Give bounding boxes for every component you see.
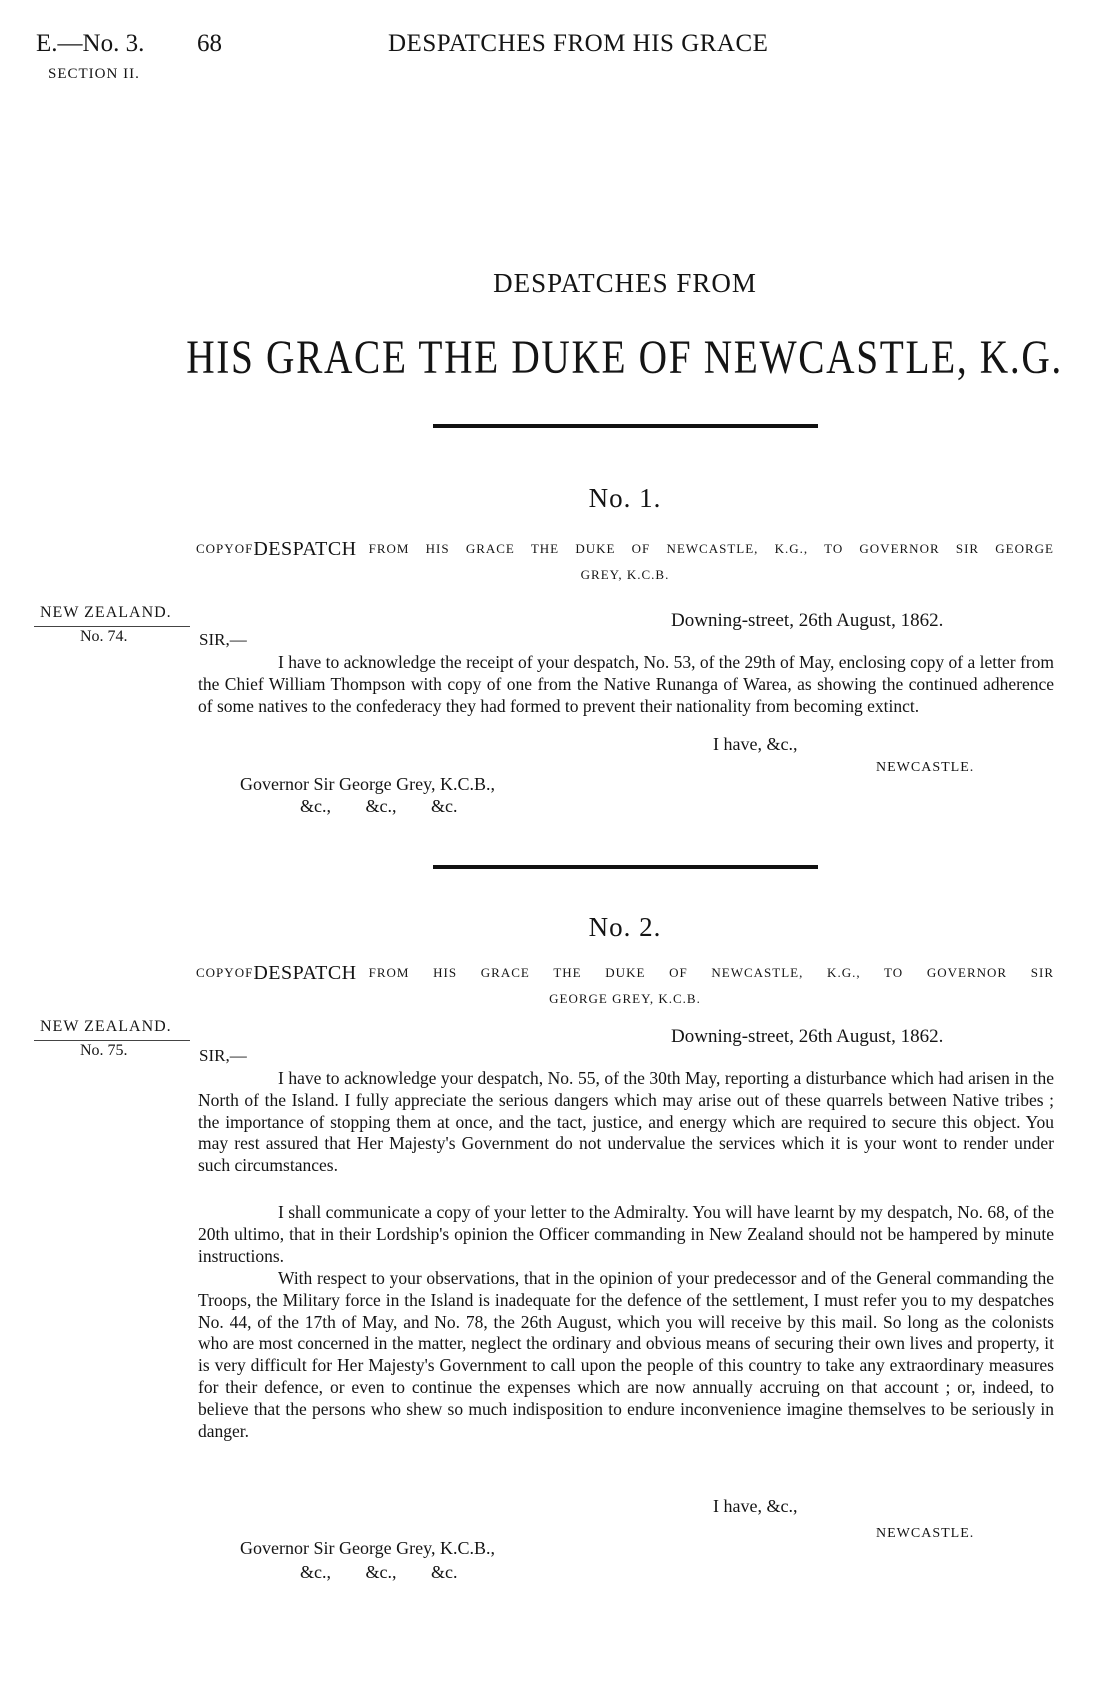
caption-copy: COPY: [196, 541, 235, 556]
running-title: DESPATCHES FROM HIS GRACE: [388, 30, 769, 57]
despatch-1-caption: [196, 536, 1054, 588]
caption-rest: FROM HIS GRACE THE DUKE OF NEWCASTLE, K.G., TO GOVERNOR SIR: [368, 965, 1054, 980]
despatch-1-margin-place: NEW ZEALAND.: [40, 604, 172, 621]
despatch-2-margin-place: NEW ZEALAND.: [40, 1018, 172, 1035]
despatch-2-margin-number: No. 75.: [80, 1042, 128, 1059]
despatch-2-salutation: SIR,—: [199, 1046, 247, 1065]
despatch-2-etc: &c., &c., &c.: [300, 1562, 458, 1582]
despatch-2-date: Downing-street, 26th August, 1862.: [671, 1026, 944, 1047]
despatch-2-closing: I have, &c.,: [713, 1496, 798, 1516]
despatch-1-date: Downing-street, 26th August, 1862.: [671, 610, 944, 631]
margin-rule: [34, 626, 190, 627]
despatch-2-number: No. 2.: [588, 912, 662, 942]
despatch-2-caption: [196, 960, 1054, 1012]
caption-copy: COPY: [196, 965, 235, 980]
document-title-line1: DESPATCHES FROM: [493, 268, 757, 298]
despatch-2-paragraph-2: I shall communicate a copy of your letter to the Admiralty. You will have learnt by my despatch, No. 68, of the 20th ultimo, that in their Lordship's opinion the Officer commanding in New Zealand should not be hampered by minute instructions.: [198, 1202, 1054, 1266]
despatch-2-paragraph-1: I have to acknowledge your despatch, No. 55, of the 30th May, reporting a disturbance which had arisen in the North of the Island. I fully appreciate the serious dangers which may arise out of these quarrels between Native tribes ; the importance of stopping them at once, and the tact, justice, and energy which are required to secure this object. You may rest assured that Her Majesty's Government do not undervalue the services which it is your wont to render under such circumstances.: [198, 1068, 1054, 1176]
caption-of: OF: [234, 541, 254, 556]
caption-of: OF: [234, 965, 254, 980]
caption-despatch: DESPATCH: [253, 538, 357, 560]
document-title-text: HIS GRACE THE DUKE OF NEWCASTLE, K.G.: [186, 331, 1064, 384]
document-title-line2: [0, 330, 1114, 385]
caption-line2: GEORGE GREY, K.C.B.: [549, 991, 701, 1006]
despatch-1-number: No. 1.: [588, 483, 662, 513]
section-label: SECTION II.: [48, 66, 140, 82]
page-number: 68: [197, 30, 222, 57]
despatch-2-paragraph-3: With respect to your observations, that in the opinion of your predecessor and of the General commanding the Troops, the Military force in the Island is inadequate for the defence of the settlement, I must refer you to my despatches No. 44, of the 17th of May, and No. 78, the 26th August, which you will receive by this mail. So long as the colonists who are most concerned in the matter, neglect the ordinary and obvious means of securing their own lives and property, it is very difficult for Her Majesty's Government to call upon the people of this country to take any extraordinary measures for their defence, or even to continue the expenses which are now annually accruing on that account ; or, indeed, to believe that the persons who shew so much indisposition to endure inconvenience imagine themselves to be seriously in danger.: [198, 1268, 1054, 1441]
despatch-1-signature: NEWCASTLE.: [876, 760, 975, 775]
caption-line2: GREY, K.C.B.: [580, 567, 670, 582]
despatch-1-etc: &c., &c., &c.: [300, 796, 458, 816]
despatch-2-signature: NEWCASTLE.: [876, 1526, 975, 1541]
margin-rule: [34, 1040, 190, 1041]
caption-despatch: DESPATCH: [253, 962, 357, 984]
despatch-1-margin-number: No. 74.: [80, 628, 128, 645]
header-reference: E.—No. 3.: [36, 30, 145, 57]
despatch-2-addressee: Governor Sir George Grey, K.C.B.,: [240, 1538, 495, 1558]
caption-rest: FROM HIS GRACE THE DUKE OF NEWCASTLE, K.G., TO GOVERNOR SIR GEORGE: [368, 541, 1054, 556]
despatch-1-addressee: Governor Sir George Grey, K.C.B.,: [240, 774, 495, 794]
despatch-1-closing: I have, &c.,: [713, 734, 798, 754]
separator-rule: [433, 865, 818, 869]
despatch-1-paragraph: I have to acknowledge the receipt of your despatch, No. 53, of the 29th of May, enclosing copy of a letter from the Chief William Thompson with copy of one from the Native Runanga of Warea, as showing the continued adherence of some natives to the confederacy they had formed to prevent their nationality from becoming extinct.: [198, 652, 1054, 716]
despatch-1-salutation: SIR,—: [199, 630, 247, 649]
title-rule: [433, 424, 818, 428]
